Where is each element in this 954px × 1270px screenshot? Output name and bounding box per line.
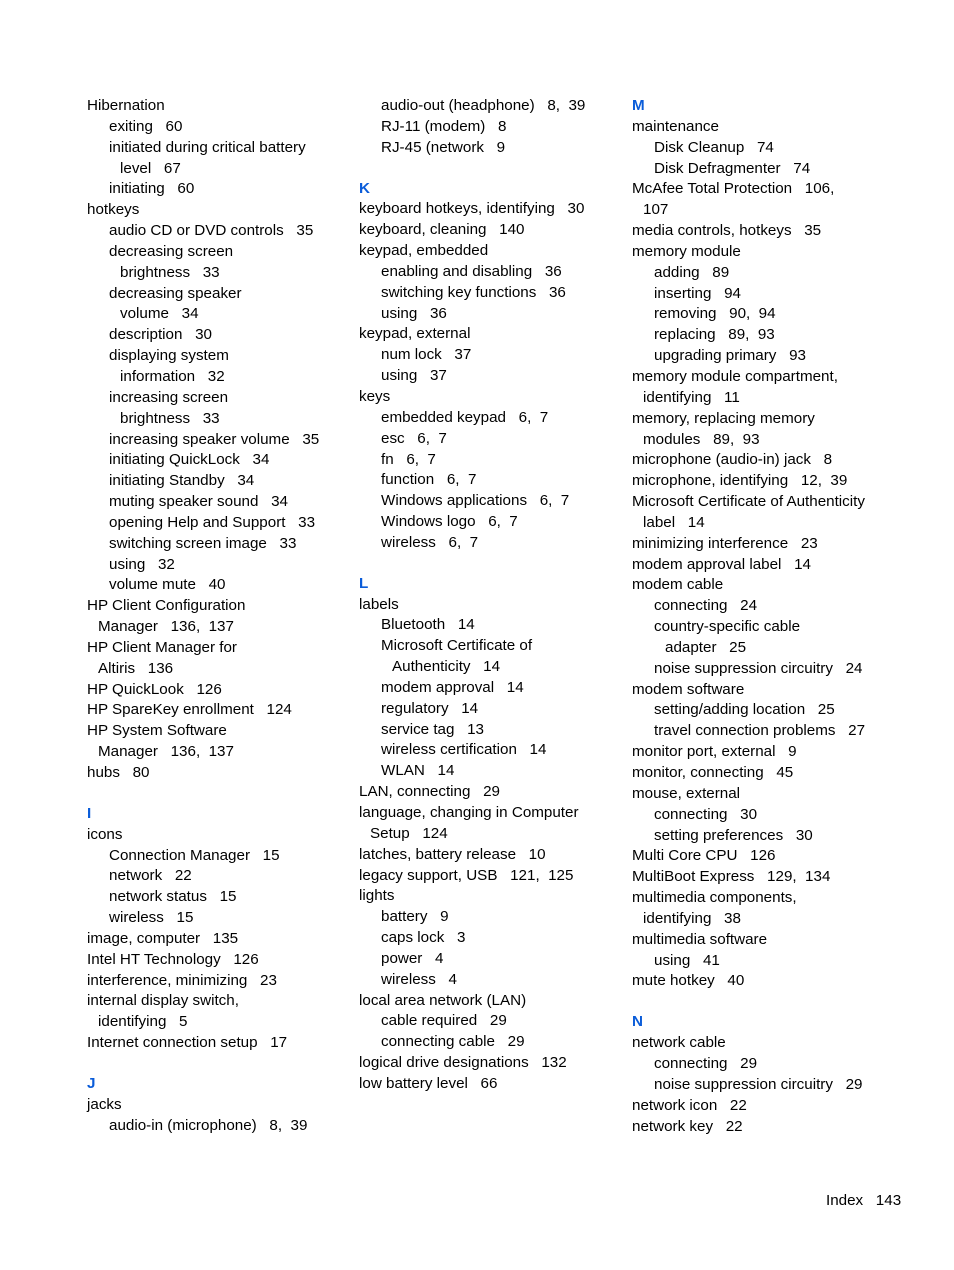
index-entry: multimedia software	[632, 930, 768, 948]
index-subentry: esc 6, 7	[381, 429, 447, 447]
index-entry: microphone (audio-in) jack 8	[632, 451, 833, 469]
index-subentry: num lock 37	[381, 346, 472, 364]
index-subentry: noise suppression circuitry 29	[654, 1075, 863, 1093]
index-entry: minimizing interference 23	[632, 534, 818, 552]
index-entry: 107	[643, 201, 669, 219]
index-entry: logical drive designations 132	[359, 1054, 567, 1072]
index-subentry: switching key functions 36	[381, 283, 566, 301]
index-entry: maintenance	[632, 117, 719, 135]
index-subentry: noise suppression circuitry 24	[654, 659, 863, 677]
index-subentry: Connection Manager 15	[109, 846, 280, 864]
index-entry: network cable	[632, 1034, 726, 1052]
index-subentry: adding 89	[654, 263, 730, 281]
index-entry: Setup 124	[370, 824, 448, 842]
index-subentry: Microsoft Certificate of	[381, 637, 533, 655]
index-subentry: wireless 4	[381, 970, 457, 988]
index-entry: modem software	[632, 680, 745, 698]
index-entry: HP Client Configuration	[87, 597, 246, 615]
index-entry: labels	[359, 595, 399, 613]
index-entry: network icon 22	[632, 1096, 747, 1114]
index-letter-heading: N	[632, 1013, 643, 1031]
index-subentry: setting preferences 30	[654, 826, 813, 844]
index-subentry: power 4	[381, 949, 444, 967]
index-entry: jacks	[87, 1095, 122, 1113]
index-column-2	[359, 96, 621, 1095]
index-subentry: initiated during critical battery	[109, 138, 306, 156]
index-subentry: displaying system	[109, 347, 229, 365]
index-letter-heading: I	[87, 804, 92, 822]
index-subentry: enabling and disabling 36	[381, 262, 562, 280]
index-entry: HP SpareKey enrollment 124	[87, 701, 292, 719]
index-subentry: Windows logo 6, 7	[381, 513, 518, 531]
index-subentry: upgrading primary 93	[654, 347, 806, 365]
index-subentry: service tag 13	[381, 720, 484, 738]
index-subentry: embedded keypad 6, 7	[381, 408, 549, 426]
index-subentry: travel connection problems 27	[654, 722, 866, 740]
index-subentry: brightness 33	[120, 263, 220, 281]
index-entry: monitor port, external 9	[632, 743, 797, 761]
index-letter-heading: K	[359, 179, 370, 197]
index-subentry: network 22	[109, 867, 192, 885]
index-subentry: removing 90, 94	[654, 305, 776, 323]
index-entry: lights	[359, 887, 395, 905]
index-subentry: regulatory 14	[381, 699, 479, 717]
index-entry: keypad, external	[359, 325, 471, 343]
index-subentry: information 32	[120, 367, 225, 385]
index-entry: identifying 38	[643, 909, 741, 927]
index-subentry: Windows applications 6, 7	[381, 492, 570, 510]
index-subentry: opening Help and Support 33	[109, 513, 316, 531]
index-subentry: brightness 33	[120, 409, 220, 427]
index-entry: multimedia components,	[632, 889, 797, 907]
index-entry: media controls, hotkeys 35	[632, 222, 822, 240]
index-entry: Intel HT Technology 126	[87, 950, 259, 968]
index-subentry: connecting 24	[654, 597, 758, 615]
index-subentry: audio-in (microphone) 8, 39	[109, 1116, 308, 1134]
index-entry: hubs 80	[87, 764, 150, 781]
index-entry: memory module compartment,	[632, 367, 838, 385]
index-subentry: caps lock 3	[381, 929, 466, 947]
index-subentry: setting/adding location 25	[654, 701, 835, 719]
index-subentry: modem approval 14	[381, 678, 524, 696]
index-entry: legacy support, USB 121, 125	[359, 866, 574, 884]
index-subentry: Authenticity 14	[392, 658, 501, 676]
index-subentry: increasing screen	[109, 388, 229, 406]
index-subentry: audio-out (headphone) 8, 39	[381, 97, 586, 114]
index-subentry: inserting 94	[654, 284, 741, 302]
index-subentry: switching screen image 33	[109, 534, 297, 552]
index-subentry: using 32	[109, 555, 175, 573]
index-subentry: initiating Standby 34	[109, 472, 255, 490]
index-subentry: volume 34	[120, 305, 199, 323]
index-entry: mouse, external	[632, 784, 741, 802]
index-subentry: WLAN 14	[381, 762, 455, 780]
index-subentry: connecting cable 29	[381, 1033, 525, 1051]
index-entry: keypad, embedded	[359, 242, 489, 260]
page-footer: Index 143	[826, 1192, 902, 1209]
index-subentry: function 6, 7	[381, 471, 477, 489]
index-entry: Multi Core CPU 126	[632, 847, 776, 865]
index-entry: Hibernation	[87, 97, 165, 114]
index-entry: memory, replacing memory	[632, 409, 815, 427]
index-entry: hotkeys	[87, 201, 140, 219]
index-entry: Microsoft Certificate of Authenticity	[632, 493, 865, 511]
index-subentry: battery 9	[381, 908, 449, 926]
index-letter-heading: J	[87, 1074, 96, 1092]
index-letter-heading: M	[632, 97, 645, 114]
index-subentry: decreasing speaker	[109, 284, 242, 302]
index-subentry: network status 15	[109, 888, 237, 906]
index-entry: mute hotkey 40	[632, 972, 745, 990]
index-subentry: Disk Defragmenter 74	[654, 159, 811, 177]
index-column-3	[632, 96, 894, 1137]
index-subentry: wireless 6, 7	[381, 533, 479, 551]
index-subentry: using 41	[654, 951, 720, 969]
index-subentry: Disk Cleanup 74	[654, 138, 774, 156]
index-entry: modem cable	[632, 576, 724, 594]
index-subentry: using 36	[381, 304, 447, 322]
index-letter-heading: L	[359, 574, 369, 592]
index-entry: keys	[359, 387, 391, 405]
index-entry: latches, battery release 10	[359, 845, 546, 863]
index-entry: monitor, connecting 45	[632, 764, 794, 781]
index-entry: interference, minimizing 23	[87, 971, 277, 989]
index-subentry: connecting 30	[654, 805, 758, 823]
index-entry: Manager 136, 137	[98, 743, 234, 761]
index-entry: identifying 11	[643, 388, 740, 406]
index-entry: Altiris 136	[98, 659, 174, 677]
index-subentry: RJ-45 (network 9	[381, 138, 506, 156]
index-entry: label 14	[643, 513, 705, 531]
index-subentry: connecting 29	[654, 1054, 758, 1072]
index-subentry: description 30	[109, 326, 212, 344]
index-subentry: using 37	[381, 367, 447, 385]
index-subentry: RJ-11 (modem) 8	[381, 117, 507, 135]
index-entry: icons	[87, 825, 123, 843]
index-subentry: country-specific cable	[654, 618, 801, 636]
index-subentry: wireless 15	[109, 909, 194, 927]
index-subentry: increasing speaker volume 35	[109, 430, 320, 448]
index-entry: HP System Software	[87, 722, 227, 740]
index-subentry: level 67	[120, 159, 181, 177]
index-column-1	[87, 96, 349, 1137]
index-entry: network key 22	[632, 1117, 743, 1135]
index-subentry: decreasing screen	[109, 242, 234, 260]
index-entry: MultiBoot Express 129, 134	[632, 868, 831, 886]
index-entry: image, computer 135	[87, 929, 239, 947]
index-subentry: replacing 89, 93	[654, 326, 775, 344]
index-entry: internal display switch,	[87, 992, 239, 1010]
index-subentry: initiating 60	[109, 180, 195, 198]
index-subentry: muting speaker sound 34	[109, 493, 288, 511]
index-subentry: Bluetooth 14	[381, 616, 475, 634]
index-subentry: fn 6, 7	[381, 450, 436, 468]
index-subentry: volume mute 40	[109, 576, 226, 594]
index-entry: Internet connection setup 17	[87, 1034, 288, 1052]
index-subentry: wireless certification 14	[381, 741, 547, 759]
index-entry: Manager 136, 137	[98, 618, 234, 636]
index-entry: HP Client Manager for	[87, 638, 237, 656]
index-entry: LAN, connecting 29	[359, 783, 500, 801]
index-entry: modules 89, 93	[643, 430, 760, 448]
index-entry: McAfee Total Protection 106,	[632, 180, 835, 198]
index-entry: low battery level 66	[359, 1074, 498, 1092]
index-subentry: initiating QuickLock 34	[109, 451, 270, 469]
index-subentry: cable required 29	[381, 1012, 507, 1030]
index-subentry: exiting 60	[109, 117, 183, 135]
index-entry: HP QuickLook 126	[87, 680, 222, 698]
index-entry: microphone, identifying 12, 39	[632, 472, 848, 490]
index-entry: local area network (LAN)	[359, 991, 527, 1009]
index-entry: language, changing in Computer	[359, 804, 579, 821]
index-entry: keyboard, cleaning 140	[359, 221, 525, 239]
index-entry: keyboard hotkeys, identifying 30	[359, 200, 585, 218]
index-subentry: audio CD or DVD controls 35	[109, 222, 314, 240]
index-entry: identifying 5	[98, 1013, 188, 1031]
index-entry: memory module	[632, 242, 741, 260]
index-subentry: adapter 25	[665, 638, 747, 656]
index-entry: modem approval label 14	[632, 555, 811, 573]
